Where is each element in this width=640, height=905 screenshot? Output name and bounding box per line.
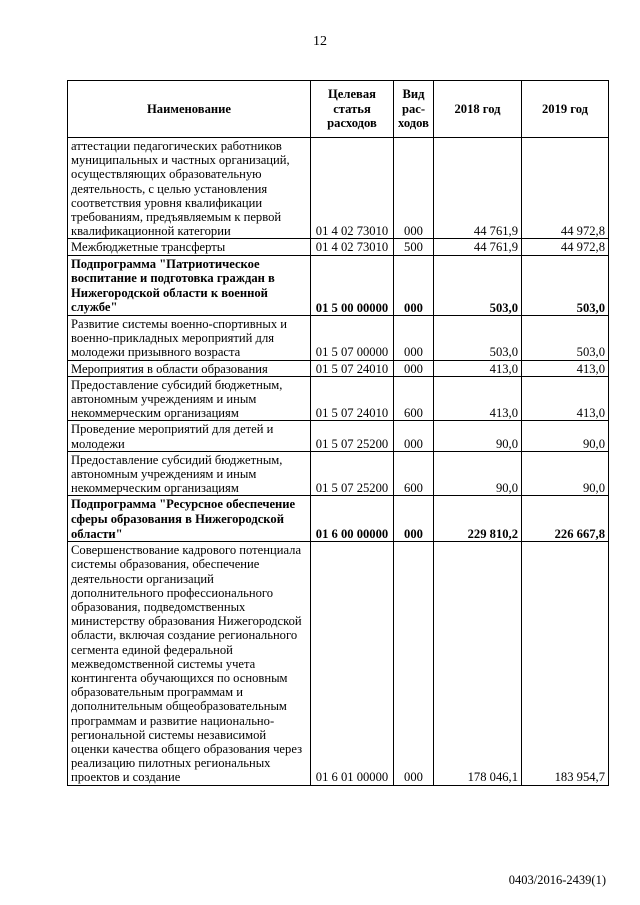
row-name: Межбюджетные трансферты [68, 239, 311, 255]
row-value-2019: 44 972,8 [522, 239, 609, 255]
row-value-2019: 226 667,8 [522, 496, 609, 542]
table-row [68, 360, 609, 376]
row-name: аттестации педагогических работников муниципальных и частных организаций, осуществляющих образовательную деятельность, с целью установления соответствия уровня квалификации требованиям, предъявляемым к первой квалификационной категории [68, 138, 311, 239]
table-body [68, 138, 609, 786]
table-row [68, 239, 609, 255]
row-expense-kind: 000 [394, 138, 434, 239]
row-target-code: 01 6 01 00000 [311, 542, 394, 785]
row-value-2018: 44 761,9 [434, 239, 522, 255]
row-name: Подпрограмма "Ресурсное обеспечение сферы образования в Нижегородской области" [68, 496, 311, 542]
row-target-code: 01 4 02 73010 [311, 239, 394, 255]
row-expense-kind: 000 [394, 316, 434, 361]
row-target-code: 01 5 07 25200 [311, 421, 394, 451]
row-name: Подпрограмма "Патриотическое воспитание и подготовка граждан в Нижегородской области к военной службе" [68, 255, 311, 315]
row-target-code: 01 5 00 00000 [311, 255, 394, 315]
row-value-2018: 413,0 [434, 360, 522, 376]
row-value-2018: 229 810,2 [434, 496, 522, 542]
table-row [68, 316, 609, 361]
row-target-code: 01 5 07 24010 [311, 376, 394, 421]
header-code: Целевая статья расходов [311, 81, 394, 138]
row-name: Совершенствование кадрового потенциала системы образования, обеспечение деятельности организаций дополнительного профессионального образования, подведомственных министерству образования Нижегородской области, включая создание регионального сегмента единой федеральной межведомственной системы учета контингента обучающихся по основным образовательным программам и дополнительным общеобразовательным программам и развитие национально-региональной системы независимой оценки качества общего образования через реализацию пилотных региональных проектов и создание [68, 542, 311, 785]
header-2019: 2019 год [522, 81, 609, 138]
row-value-2018: 90,0 [434, 451, 522, 496]
row-value-2019: 44 972,8 [522, 138, 609, 239]
row-target-code: 01 5 07 25200 [311, 451, 394, 496]
row-value-2018: 90,0 [434, 421, 522, 451]
row-value-2018: 44 761,9 [434, 138, 522, 239]
row-name: Предоставление субсидий бюджетным, автономным учреждениям и иным некоммерческим организациям [68, 451, 311, 496]
table-header-row [68, 81, 609, 138]
row-target-code: 01 5 07 24010 [311, 360, 394, 376]
table-row [68, 451, 609, 496]
row-name: Проведение мероприятий для детей и молодежи [68, 421, 311, 451]
table-row [68, 138, 609, 239]
row-name: Мероприятия в области образования [68, 360, 311, 376]
row-expense-kind: 600 [394, 451, 434, 496]
row-value-2019: 90,0 [522, 421, 609, 451]
row-value-2018: 503,0 [434, 316, 522, 361]
row-value-2019: 503,0 [522, 316, 609, 361]
row-expense-kind: 500 [394, 239, 434, 255]
document-code: 0403/2016-2439(1) [508, 873, 606, 887]
table-row [68, 542, 609, 785]
row-target-code: 01 4 02 73010 [311, 138, 394, 239]
row-target-code: 01 5 07 00000 [311, 316, 394, 361]
row-value-2018: 413,0 [434, 376, 522, 421]
row-expense-kind: 000 [394, 496, 434, 542]
row-value-2019: 90,0 [522, 451, 609, 496]
budget-table [67, 80, 609, 786]
row-expense-kind: 000 [394, 542, 434, 785]
page-number: 12 [313, 34, 327, 49]
row-value-2018: 503,0 [434, 255, 522, 315]
row-value-2019: 503,0 [522, 255, 609, 315]
row-expense-kind: 000 [394, 421, 434, 451]
table-row [68, 376, 609, 421]
row-name: Предоставление субсидий бюджетным, автономным учреждениям и иным некоммерческим организациям [68, 376, 311, 421]
row-value-2018: 178 046,1 [434, 542, 522, 785]
row-target-code: 01 6 00 00000 [311, 496, 394, 542]
row-expense-kind: 600 [394, 376, 434, 421]
table-row [68, 421, 609, 451]
table-row [68, 496, 609, 542]
table-row [68, 255, 609, 315]
row-value-2019: 413,0 [522, 360, 609, 376]
header-name: Наименование [68, 81, 311, 138]
row-expense-kind: 000 [394, 255, 434, 315]
row-expense-kind: 000 [394, 360, 434, 376]
row-value-2019: 183 954,7 [522, 542, 609, 785]
row-value-2019: 413,0 [522, 376, 609, 421]
header-2018: 2018 год [434, 81, 522, 138]
row-name: Развитие системы военно-спортивных и военно-прикладных мероприятий для молодежи призывного возраста [68, 316, 311, 361]
header-kind: Вид рас- ходов [394, 81, 434, 138]
